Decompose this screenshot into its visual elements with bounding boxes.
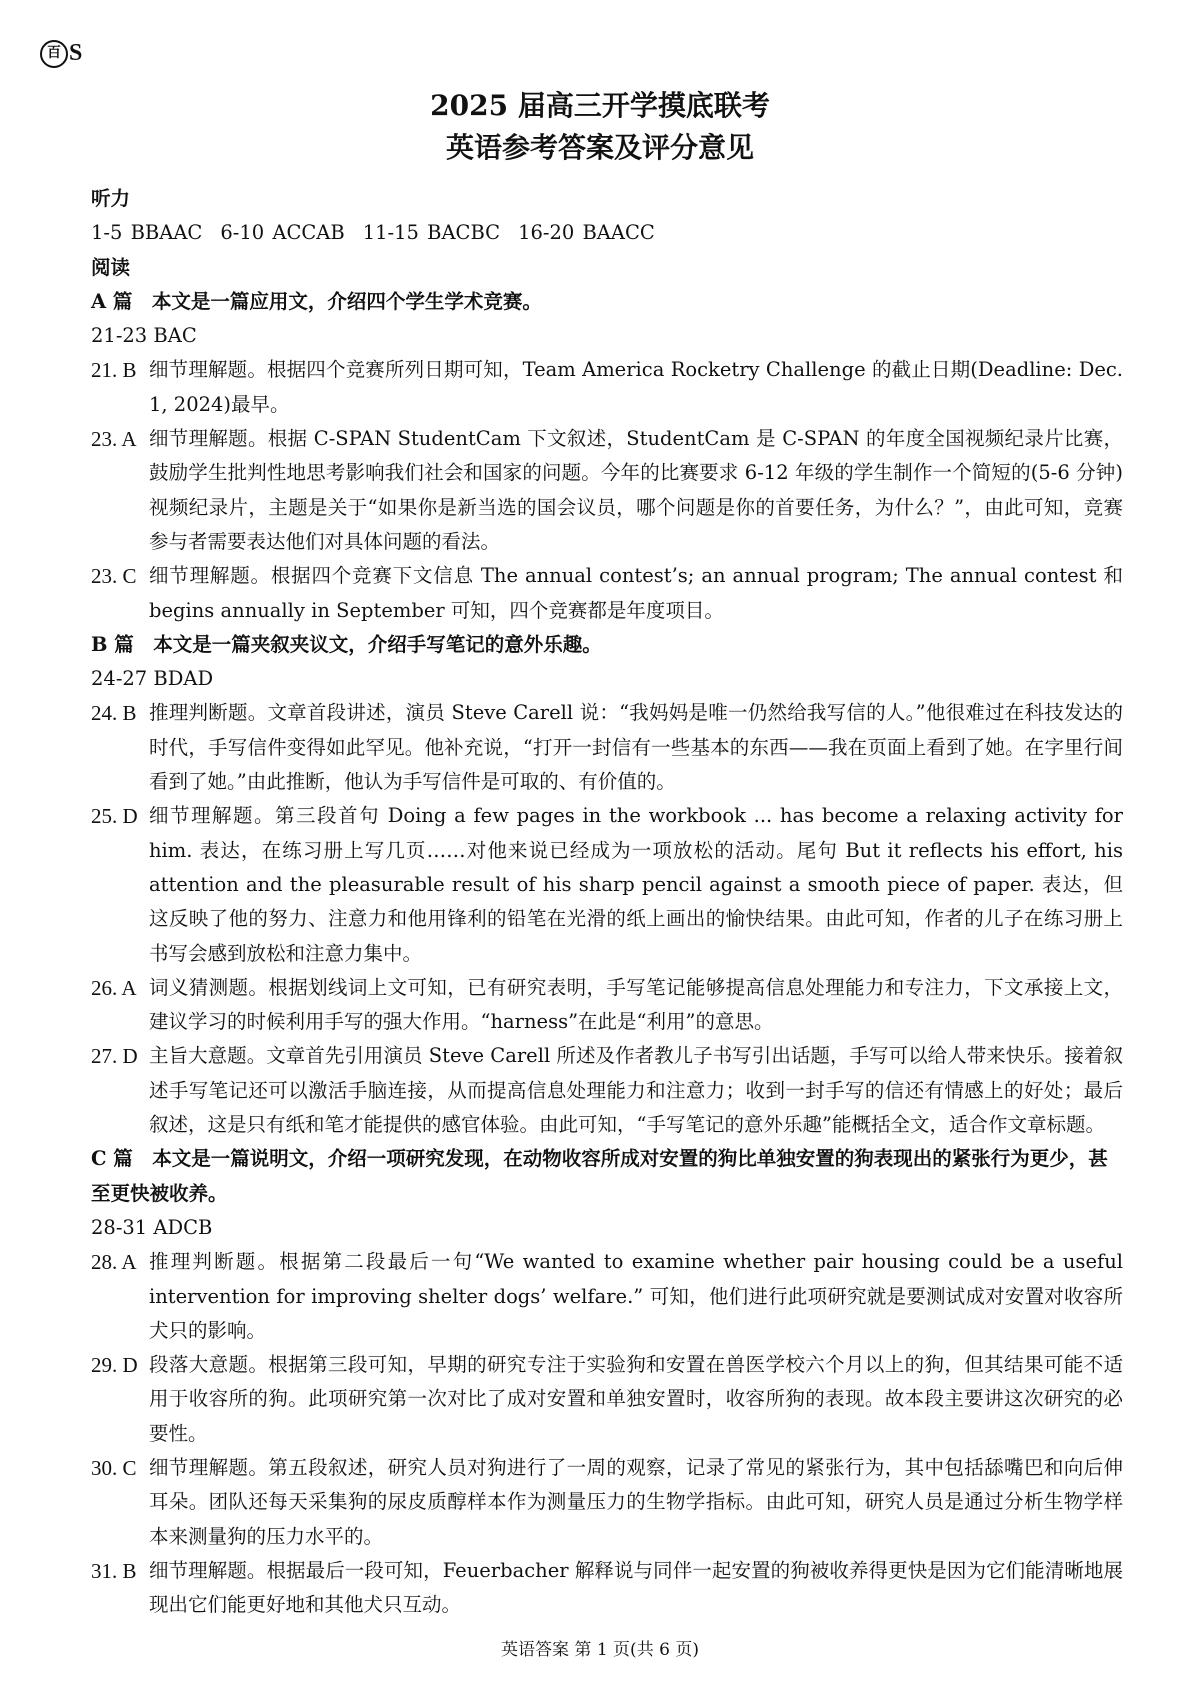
answer-item [91,1451,1123,1554]
item-number: 27. D [91,1044,138,1069]
passage-answer-range: 21-23 BAC [91,324,197,348]
item-number: 24. B [91,701,137,726]
item-explanation: 主旨大意题。文章首先引用演员 Steve Carell 所述及作者教儿子书写引出话题，手写可以给人带来快乐。接着叙述手写笔记还可以激活手脑连接，从而提高信息处理能力和注意力；收到一封手写的信还有情感上的好处；最后叙述，这是只有纸和笔才能提供的感官体验。由此可知，“手写笔记的意外乐趣”能概括全文，适合作文章标题。 [149,1044,1123,1137]
page-title: 2025 届高三开学摸底联考 [430,89,770,122]
item-number: 23. C [91,564,137,589]
item-number: 21. B [91,358,137,383]
listening-answers [91,216,1123,250]
item-explanation: 推理判断题。根据第二段最后一句“We wanted to examine whether pair housing could be a useful intervention for improving shelter dogs’ welfare.” 可知，他们进行此项研究就是要测试成对安置对收容所犬只的影响。 [149,1250,1123,1342]
item-number: 25. D [91,804,138,829]
answer-item [91,353,1123,422]
item-explanation: 段落大意题。根据第三段可知，早期的研究专注于实验狗和安置在兽医学校六个月以上的狗，但其结果可能不适用于收容所的狗。此项研究第一次对比了成对安置和单独安置时，收容所狗的表现。故本段主要讲这次研究的必要性。 [149,1353,1123,1445]
passage-answer-range: 28-31 ADCB [91,1215,213,1239]
corner-logo [40,38,82,68]
listening-answer-group: 6-10 ACCAB [220,221,345,245]
answer-item [91,1245,1123,1348]
logo-letter: S [69,40,83,66]
item-number: 29. D [91,1353,138,1378]
listening-answer-group: 16-20 BAACC [518,221,655,245]
passage-heading: C 篇 本文是一篇说明文，介绍一项研究发现，在动物收容所成对安置的狗比单独安置的狗表现出的紧张行为更少，甚至更快被收养。 [91,1147,1108,1205]
item-number: 23. A [91,427,137,452]
passage-heading: B 篇 本文是一篇夹叙夹议文，介绍手写笔记的意外乐趣。 [91,632,602,656]
answer-item [91,422,1123,559]
item-number: 28. A [91,1250,137,1275]
item-explanation: 细节理解题。第三段首句 Doing a few pages in the workbook ... has become a relaxing activity for him. 表达，在练习册上写几页……对他来说已经成为一项放松的活动。尾句 But it reflects his effort, his attention and the pleasurable result of his sharp pencil against a smooth piece of paper. 表达，但这反映了他的努力、注意力和他用锋利的铅笔在光滑的纸上画出的愉快结果。由此可知，作者的儿子在练习册上书写会感到放松和注意力集中。 [149,804,1123,965]
logo-circle: 百 [40,40,68,68]
page-subtitle: 英语参考答案及评分意见 [445,131,754,164]
answer-item [91,799,1123,970]
passage-heading: A 篇 本文是一篇应用文，介绍四个学生学术竞赛。 [91,289,542,313]
reading-label: 阅读 [91,255,131,279]
listening-label: 听力 [91,187,131,210]
answer-content [91,182,1123,1622]
item-number: 30. C [91,1455,137,1480]
item-explanation: 词义猜测题。根据划线词上文可知，已有研究表明，手写笔记能够提高信息处理能力和专注力，下文承接上文，建议学习的时候利用手写的强大作用。“harness”在此是“利用”的意思。 [149,975,1123,1034]
page-footer: 英语答案 第 1 页(共 6 页) [501,1640,699,1660]
answer-item [91,971,1123,1040]
item-explanation: 细节理解题。第五段叙述，研究人员对狗进行了一周的观察，记录了常见的紧张行为，其中包括舔嘴巴和向后伸耳朵。团队还每天采集狗的尿皮质醇样本作为测量压力的生物学指标。由此可知，研究人员是通过分析生物学样本来测量狗的压力水平的。 [149,1455,1123,1548]
item-number: 31. B [91,1558,137,1583]
item-explanation: 细节理解题。根据四个竞赛所列日期可知，Team America Rocketry Challenge 的截止日期(Deadline: Dec. 1, 2024)最早。 [149,358,1123,416]
item-explanation: 细节理解题。根据四个竞赛下文信息 The annual contest’s; an annual program; The annual contest 和 begins annually in September 可知，四个竞赛都是年度项目。 [149,564,1123,622]
item-explanation: 推理判断题。文章首段讲述，演员 Steve Carell 说：“我妈妈是唯一仍然给我写信的人。”他很难过在科技发达的时代，手写信件变得如此罕见。他补充说，“打开一封信有一些基本的东西——我在页面上看到了她。在字里行间看到了她。”由此推断，他认为手写信件是可取的、有价值的。 [149,701,1123,794]
listening-answer-group: 1-5 BBAAC [91,221,203,245]
answer-item [91,1348,1123,1451]
listening-answer-group: 11-15 BACBC [362,221,501,245]
item-explanation: 细节理解题。根据最后一段可知，Feuerbacher 解释说与同伴一起安置的狗被收养得更快是因为它们能清晰地展现出它们能更好地和其他犬只互动。 [149,1558,1123,1617]
item-number: 26. A [91,975,137,1000]
passage-answer-range: 24-27 BDAD [91,667,214,691]
answer-item [91,1039,1123,1142]
answer-item [91,696,1123,799]
answer-item [91,559,1123,628]
item-explanation: 细节理解题。根据 C-SPAN StudentCam 下文叙述，StudentCam 是 C-SPAN 的年度全国视频纪录片比赛，鼓励学生批判性地思考影响我们社会和国家的问题。今年的比赛要求 6-12 年级的学生制作一个简短的(5-6 分钟)视频纪录片，主题是关于“如果你是新当选的国会议员，哪个问题是你的首要任务，为什么？”，由此可知，竞赛参与者需要表达他们对具体问题的看法。 [149,427,1123,553]
answer-item [91,1554,1123,1623]
